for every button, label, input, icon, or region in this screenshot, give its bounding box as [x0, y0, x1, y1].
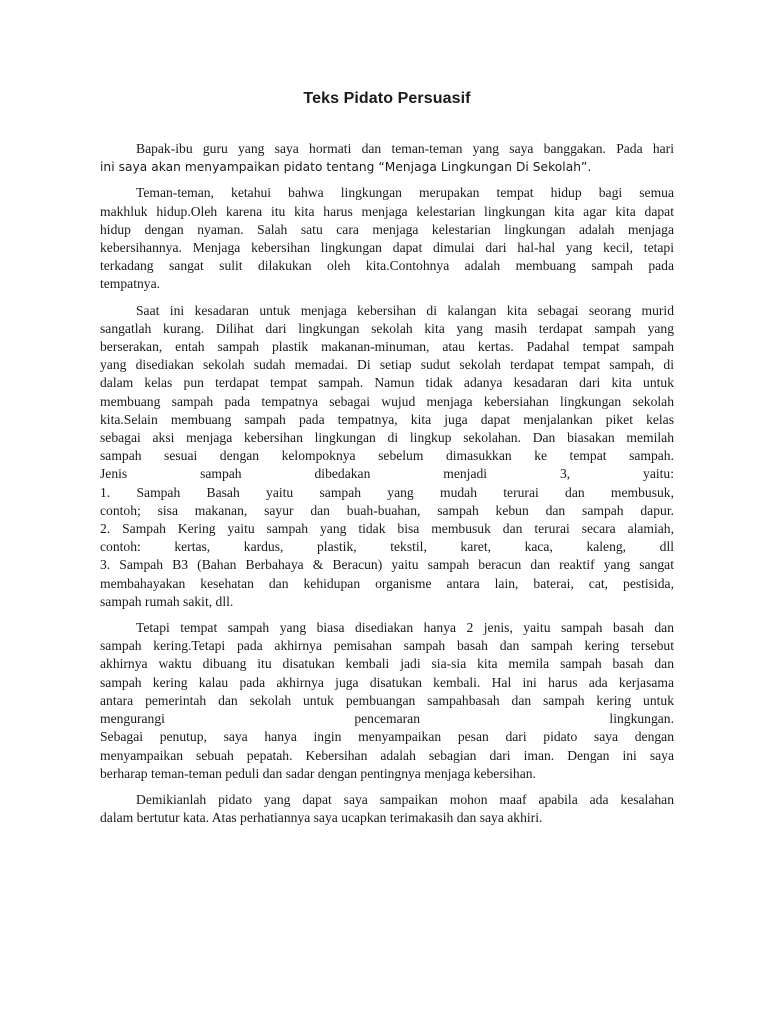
text-line: 3. Sampah B3 (Bahan Berbahaya & Beracun) yaitu sampah beracun dan reaktif yang sangat — [100, 557, 674, 573]
text-line: ini saya akan menyampaikan pidato tentang “Menjaga Lingkungan Di Sekolah”. — [100, 160, 592, 175]
text-line: Jenis sampah dibedakan menjadi 3, yaitu: — [100, 466, 674, 482]
page-title: Teks Pidato Persuasif — [303, 90, 471, 107]
document-body — [100, 140, 674, 827]
paragraph — [100, 619, 674, 783]
paragraph — [100, 184, 674, 293]
text-line: sampah rumah sakit, dll. — [100, 593, 234, 609]
text-line: kita.Selain membuang sampah pada tempatnya, kita juga dapat menjalankan piket kelas — [100, 411, 674, 427]
text-line: Tetapi tempat sampah yang biasa disediakan hanya 2 jenis, yaitu sampah basah dan — [136, 620, 674, 636]
text-line: sampah kering.Tetapi pada akhirnya pemisahan sampah basah dan sampah kering tersebut — [100, 638, 674, 654]
text-line: sangatlah kurang. Dilihat dari lingkungan sekolah kita yang masih terdapat sampah yang — [100, 320, 674, 336]
paragraph — [100, 791, 674, 827]
text-line: kebersihannya. Menjaga kebersihan lingkungan dapat dimulai dari hal-hal yang kecil, tetapi — [100, 240, 674, 256]
text-line: membahayakan kesehatan dan kehidupan organisme antara lain, baterai, cat, pestisida, — [100, 575, 674, 591]
text-line: berserakan, entah sampah plastik makanan-minuman, atau kertas. Padahal tempat sampah — [100, 339, 674, 355]
text-line: mengurangi pencemaran lingkungan. — [100, 711, 674, 727]
text-line: yang disediakan sekolah sudah memadai. Di setiap sudut sekolah terdapat tempat sampah, di — [100, 357, 674, 373]
text-line: dalam kelas pun terdapat tempat sampah. Namun tidak adanya kesadaran dari kita untuk — [100, 375, 674, 391]
text-line: membuang sampah pada tempatnya sebagai wujud menjaga kebersiahan lingkungan sekolah — [100, 393, 674, 409]
text-line: terkadang sangat sulit dilakukan oleh kita.Contohnya adalah membuang sampah pada — [100, 258, 674, 274]
text-line: antara pemerintah dan sekolah untuk pembuangan sampahbasah dan sampah kering untuk — [100, 692, 674, 708]
text-line: 1. Sampah Basah yaitu sampah yang mudah terurai dan membusuk, — [100, 484, 674, 500]
text-line: menyampaikan sebuah pepatah. Kebersihan adalah sebagian dari iman. Dengan ini saya — [100, 747, 674, 763]
text-line: sebagai aksi menjaga kebersihan lingkungan di lingkup sekolahan. Dan biasakan memilah — [100, 430, 674, 446]
text-line: Sebagai penutup, saya hanya ingin menyampaikan pesan dari pidato saya dengan — [100, 729, 674, 745]
text-line: Teman-teman, ketahui bahwa lingkungan merupakan tempat hidup bagi semua — [136, 185, 674, 201]
paragraph — [100, 302, 674, 611]
text-line: sampah sesuai dengan kelompoknya sebelum dimasukkan ke tempat sampah. — [100, 448, 674, 464]
text-line: Demikianlah pidato yang dapat saya sampaikan mohon maaf apabila ada kesalahan — [136, 791, 674, 807]
paragraph — [100, 140, 674, 176]
text-line: contoh: kertas, kardus, plastik, tekstil, karet, kaca, kaleng, dll — [100, 539, 674, 555]
text-line: Saat ini kesadaran untuk menjaga kebersihan di kalangan kita sebagai seorang murid — [136, 302, 674, 318]
text-line: 2. Sampah Kering yaitu sampah yang tidak bisa membusuk dan terurai secara alamiah, — [100, 521, 674, 537]
text-line: contoh; sisa makanan, sayur dan buah-buahan, sampah kebun dan sampah dapur. — [100, 502, 674, 518]
text-line: tempatnya. — [100, 276, 161, 292]
text-line: Bapak-ibu guru yang saya hormati dan teman-teman yang saya banggakan. Pada hari — [136, 141, 674, 156]
text-line: dalam bertutur kata. Atas perhatiannya saya ucapkan terimakasih dan saya akhiri. — [100, 810, 543, 826]
text-line: berharap teman-teman peduli dan sadar dengan pentingnya menjaga kebersihan. — [100, 765, 536, 781]
text-line: makhluk hidup.Oleh karena itu kita harus menjaga kelestarian lingkungan kita agar kita dapat — [100, 203, 674, 219]
text-line: sampah kering kalau pada akhirnya juga disatukan kembali. Hal ini harus ada kerjasama — [100, 674, 674, 690]
text-line: akhirnya waktu dibuang itu disatukan kembali jadi sia-sia kita memila sampah basah dan — [100, 656, 674, 672]
text-line: hidup dengan nyaman. Salah satu cara menjaga kelestarian lingkungan adalah menjaga — [100, 221, 674, 237]
